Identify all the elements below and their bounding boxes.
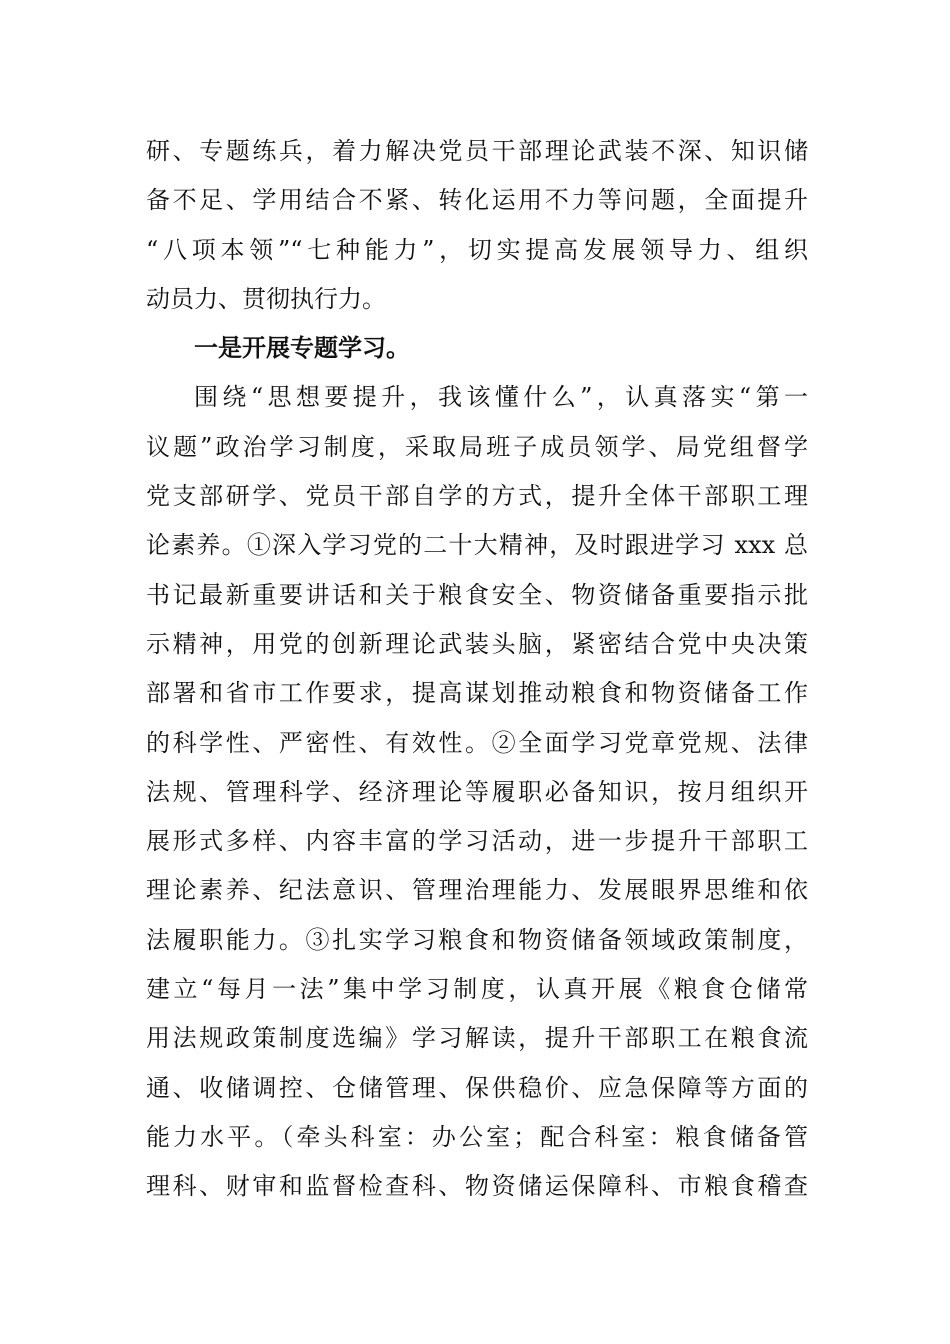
body-line-14: 法规、管理科学、经济理论等履职必备知识，按月组织开 bbox=[146, 777, 808, 806]
body-line-19: 用法规政策制度选编》学习解读，提升干部职工在粮食流 bbox=[146, 1024, 808, 1053]
body-line-16: 理论素养、纪法意识、管理治理能力、发展眼界思维和依 bbox=[146, 876, 808, 905]
body-line-12: 部署和省市工作要求，提高谋划推动粮食和物资储备工作 bbox=[146, 679, 808, 708]
body-line-8: 党支部研学、党员干部自学的方式，提升全体干部职工理 bbox=[146, 482, 808, 511]
body-line-18: 建立“每月一法”集中学习制度，认真开展《粮食仓储常 bbox=[146, 975, 808, 1004]
body-line-13: 的科学性、严密性、有效性。②全面学习党章党规、法律 bbox=[146, 728, 808, 757]
body-line-22: 理科、财审和监督检查科、物资储运保障科、市粮食稽查 bbox=[146, 1172, 808, 1201]
body-line-6: 围绕“思想要提升，我该懂什么”，认真落实“第一 bbox=[194, 383, 808, 412]
body-line-2: 备不足、学用结合不紧、转化运用不力等问题，全面提升 bbox=[146, 186, 808, 215]
body-line-1: 研、专题练兵，着力解决党员干部理论武装不深、知识储 bbox=[146, 137, 808, 165]
body-line-7: 议题”政治学习制度，采取局班子成员领学、局党组督学 bbox=[146, 432, 808, 461]
body-line-15: 展形式多样、内容丰富的学习活动，进一步提升干部职工 bbox=[146, 827, 808, 856]
body-line-10: 书记最新重要讲话和关于粮食安全、物资储备重要指示批 bbox=[146, 580, 808, 609]
body-line-3: “八项本领”“七种能力”，切实提高发展领导力、组织 bbox=[146, 235, 808, 264]
document-body bbox=[146, 127, 808, 1212]
body-line-17: 法履职能力。③扎实学习粮食和物资储备领域政策制度， bbox=[146, 925, 808, 954]
section-heading: 一是开展专题学习。 bbox=[194, 334, 410, 363]
body-line-9: 论素养。①深入学习党的二十大精神，及时跟进学习 xxx 总 bbox=[146, 531, 808, 560]
body-line-4: 动员力、贯彻执行力。 bbox=[146, 284, 386, 313]
body-line-21: 能力水平。（牵头科室：办公室；配合科室：粮食储备管 bbox=[146, 1122, 808, 1151]
body-line-20: 通、收储调控、仓储管理、保供稳价、应急保障等方面的 bbox=[146, 1073, 808, 1102]
body-line-11: 示精神，用党的创新理论武装头脑，紧密结合党中央决策 bbox=[146, 629, 808, 658]
